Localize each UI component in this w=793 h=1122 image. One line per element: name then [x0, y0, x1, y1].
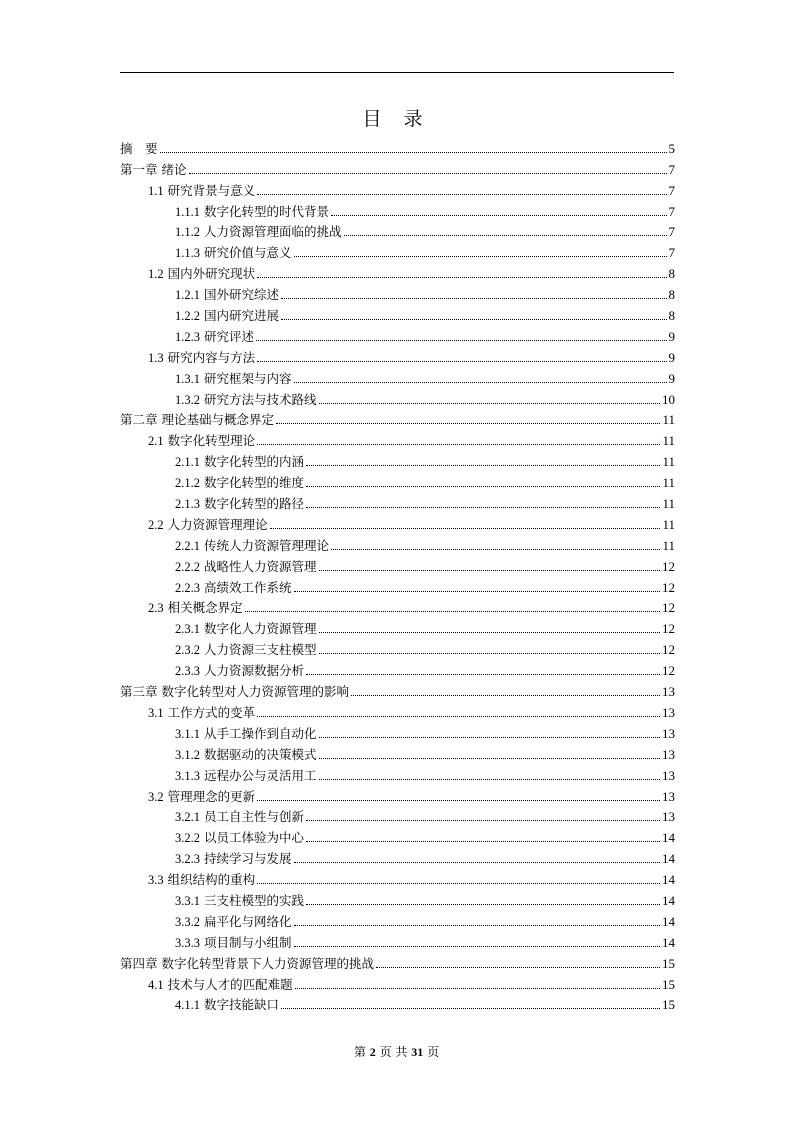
- toc-entry-title: 相关概念界定: [167, 600, 243, 616]
- toc-entry-number: 1.2.1: [175, 288, 200, 303]
- toc-entry-title: 工作方式的变革: [167, 704, 256, 720]
- toc-entry-label: [175, 809, 304, 825]
- dot-leader: [257, 444, 660, 445]
- toc-entry[interactable]: [120, 282, 675, 303]
- toc-entry-title: 研究内容与方法: [167, 349, 256, 365]
- toc-entry-label: [120, 412, 274, 428]
- toc-entry-title: 数字化转型的时代背景: [204, 203, 330, 219]
- toc-entry-number: 1.2.2: [175, 309, 200, 324]
- toc-entry[interactable]: [120, 491, 675, 512]
- dot-leader: [306, 465, 660, 466]
- toc-entry-title: 三支柱模型的实践: [204, 892, 305, 908]
- dot-leader: [319, 403, 660, 404]
- toc-entry-title: 国外研究综述: [204, 287, 280, 303]
- toc-entry-label: [148, 789, 255, 805]
- toc-entry-label: [175, 287, 279, 303]
- toc-entry-number: 1.2: [148, 267, 164, 282]
- toc-entry-title: 远程办公与灵活用工: [204, 767, 317, 783]
- dot-leader: [276, 423, 660, 424]
- toc-entry-label: [120, 141, 158, 157]
- toc-entry-number: 1.3: [148, 350, 164, 365]
- toc-entry-label: [175, 768, 317, 784]
- header-rule: [120, 72, 674, 73]
- toc-entry-page: 10: [662, 391, 675, 407]
- toc-entry-page: 11: [662, 412, 675, 428]
- toc-entry[interactable]: [120, 784, 675, 805]
- dot-leader: [257, 361, 666, 362]
- toc-entry-number: 2.1.1: [175, 455, 200, 470]
- toc-entry-title: 人力资源管理面临的挑战: [204, 224, 342, 240]
- toc-entry-page: 13: [662, 704, 675, 720]
- toc-entry[interactable]: [120, 366, 675, 387]
- toc-entry-page: 7: [668, 161, 675, 177]
- toc-entry[interactable]: [120, 930, 675, 951]
- dot-leader: [319, 737, 660, 738]
- toc-entry-label: [175, 642, 317, 658]
- dot-leader: [294, 862, 660, 863]
- toc-entry-label: [175, 747, 317, 763]
- toc-entry-number: 1.2.3: [175, 329, 200, 344]
- toc-entry-label: [148, 705, 255, 721]
- dot-leader: [160, 152, 667, 153]
- toc-entry-title: 研究框架与内容: [204, 370, 292, 386]
- toc-entry-title: 数据驱动的决策模式: [204, 746, 317, 762]
- toc-entry-page: 13: [662, 725, 675, 741]
- dot-leader: [281, 319, 666, 320]
- toc-entry-title: 理论基础与概念界定: [161, 412, 275, 428]
- dot-leader: [294, 382, 667, 383]
- dot-leader: [306, 486, 660, 487]
- toc-entry-label: [175, 496, 304, 512]
- toc-entry[interactable]: [120, 575, 675, 596]
- toc-entry[interactable]: [120, 616, 675, 637]
- toc-entry[interactable]: [120, 721, 675, 742]
- toc-entry-number: 3.3.1: [175, 893, 200, 908]
- toc-entry-page: 11: [662, 537, 675, 553]
- toc-entry-label: [175, 371, 292, 387]
- toc-entry-title: 数字化转型理论: [167, 433, 256, 449]
- toc-entry-number: 1.1.3: [175, 246, 200, 261]
- toc-entry-number: 2.3.3: [175, 664, 200, 679]
- toc-entry-page: 7: [668, 182, 675, 198]
- toc-entry-title: 项目制与小组制: [204, 934, 292, 950]
- toc-entry-label: [148, 350, 255, 366]
- toc-entry-title: 国内研究进展: [204, 308, 280, 324]
- toc-entry-page: 11: [662, 496, 675, 512]
- current-page-number: 2: [369, 1045, 376, 1059]
- toc-entry-number: 2.2.3: [175, 580, 200, 595]
- dot-leader: [270, 528, 661, 529]
- toc-entry-page: 12: [662, 642, 675, 658]
- toc-entry-page: 13: [662, 809, 675, 825]
- toc-entry-label: [175, 580, 292, 596]
- toc-entry[interactable]: [120, 157, 675, 178]
- toc-entry-number: 2.1: [148, 434, 164, 449]
- toc-entry-page: 14: [662, 851, 675, 867]
- toc-entry-label: [175, 726, 317, 742]
- dot-leader: [319, 779, 660, 780]
- toc-entry-page: 14: [662, 913, 675, 929]
- toc-entry-page: 12: [662, 600, 675, 616]
- toc-entry-label: [175, 851, 292, 867]
- dot-leader: [256, 340, 666, 341]
- toc-entry-label: [175, 329, 254, 345]
- toc-entry-page: 15: [662, 955, 675, 971]
- toc-entry-number: 3.1.3: [175, 768, 200, 783]
- toc-entry-number: 3.2.1: [175, 810, 200, 825]
- toc-entry-number: 第四章: [120, 956, 158, 971]
- dot-leader: [306, 507, 660, 508]
- toc-entry[interactable]: [120, 512, 675, 533]
- dot-leader: [295, 988, 660, 989]
- dot-leader: [281, 298, 666, 299]
- toc-entry[interactable]: [120, 825, 675, 846]
- toc-entry-number: 2.1.2: [175, 476, 200, 491]
- dot-leader: [257, 800, 660, 801]
- toc-entry-number: 第二章: [120, 413, 158, 428]
- toc-entry-number: 3.2.2: [175, 831, 200, 846]
- toc-entry[interactable]: [120, 324, 675, 345]
- toc-entry-number: 第一章: [120, 162, 158, 177]
- toc-entry-label: [120, 956, 374, 972]
- toc-entry-page: 14: [662, 892, 675, 908]
- toc-entry[interactable]: [120, 700, 675, 721]
- toc-entry-page: 13: [662, 746, 675, 762]
- toc-entry-number: 1.1: [148, 183, 164, 198]
- dot-leader: [294, 591, 660, 592]
- toc-entry-label: [175, 935, 292, 951]
- toc-entry-number: 1.3.1: [175, 371, 200, 386]
- dot-leader: [189, 173, 667, 174]
- toc-entry-label: [175, 475, 304, 491]
- toc-entry-number: 2.3.2: [175, 643, 200, 658]
- toc-entry-label: [175, 308, 279, 324]
- toc-entry[interactable]: [120, 387, 675, 408]
- toc-entry-title: 管理理念的更新: [167, 788, 256, 804]
- dot-leader: [257, 716, 660, 717]
- dot-leader: [319, 653, 660, 654]
- toc-entry-page: 13: [662, 788, 675, 804]
- toc-entry-title: 数字化转型的内涵: [204, 454, 305, 470]
- toc-entry-page: 11: [662, 454, 675, 470]
- toc-entry-label: [175, 204, 329, 220]
- toc-entry-title: 数字化转型背景下人力资源管理的挑战: [161, 955, 375, 971]
- toc-entry[interactable]: [120, 428, 675, 449]
- toc-entry[interactable]: [120, 554, 675, 575]
- toc-entry[interactable]: [120, 972, 675, 993]
- dot-leader: [257, 194, 666, 195]
- toc-entry-label: [175, 893, 304, 909]
- dot-leader: [281, 1008, 660, 1009]
- toc-entry-title: 组织结构的重构: [167, 872, 256, 888]
- footer-prefix: 第: [353, 1045, 366, 1059]
- toc-entry-title: 持续学习与发展: [204, 851, 292, 867]
- toc-entry-page: 7: [668, 224, 675, 240]
- toc-entry-number: 3.1: [148, 705, 164, 720]
- toc-entry[interactable]: [120, 470, 675, 491]
- toc-entry-title: 人力资源三支柱模型: [204, 642, 317, 658]
- toc-entry-title: 研究方法与技术路线: [204, 391, 317, 407]
- toc-entry-number: 2.1.3: [175, 497, 200, 512]
- footer-suffix: 页: [427, 1045, 440, 1059]
- toc-entry-page: 11: [662, 433, 675, 449]
- toc-entry-label: [175, 559, 317, 575]
- toc-entry-title: 研究价值与意义: [204, 245, 292, 261]
- toc-entry[interactable]: [120, 449, 675, 470]
- toc-entry-page: 12: [662, 558, 675, 574]
- toc-entry[interactable]: [120, 888, 675, 909]
- toc-entry-page: 14: [662, 830, 675, 846]
- toc-entry-title: 国内外研究现状: [167, 266, 256, 282]
- toc-entry-page: 12: [662, 663, 675, 679]
- dot-leader: [376, 967, 660, 968]
- toc-entry-page: 15: [662, 976, 675, 992]
- toc-entry-number: 3.2.3: [175, 852, 200, 867]
- toc-entry-label: [148, 517, 268, 533]
- toc-entry-label: [148, 872, 255, 888]
- toc-entry-page: 8: [668, 287, 675, 303]
- toc-entry-label: [175, 621, 317, 637]
- toc-entry-number: 3.1.1: [175, 726, 200, 741]
- toc-entry-page: 7: [668, 245, 675, 261]
- toc-entry-label: [175, 392, 317, 408]
- dot-leader: [351, 695, 660, 696]
- toc-entry-page: 12: [662, 621, 675, 637]
- toc-entry-title: 数字化人力资源管理: [204, 621, 317, 637]
- toc-entry[interactable]: [120, 408, 675, 429]
- toc-entry-label: [175, 997, 279, 1013]
- toc-entry[interactable]: [120, 136, 675, 157]
- toc-entry-label: [148, 977, 293, 993]
- dot-leader: [306, 674, 660, 675]
- toc-entry-page: 8: [668, 308, 675, 324]
- toc-entry[interactable]: [120, 220, 675, 241]
- toc-entry-number: 3.1.2: [175, 747, 200, 762]
- dot-leader: [294, 925, 660, 926]
- toc-entry-title: 高绩效工作系统: [204, 579, 292, 595]
- toc-entry-title: 数字化转型的维度: [204, 475, 305, 491]
- toc-entry-number: 2.2.2: [175, 559, 200, 574]
- toc-entry-number: 第三章: [120, 685, 158, 700]
- toc-entry-number: 2.2.1: [175, 538, 200, 553]
- toc-entry-title: 研究评述: [204, 328, 255, 344]
- toc-entry-number: 1.3.2: [175, 392, 200, 407]
- toc-entry-page: 14: [662, 872, 675, 888]
- footer-middle: 页 共: [379, 1045, 408, 1059]
- toc-entry-page: 8: [668, 266, 675, 282]
- toc-entry-title: 传统人力资源管理理论: [204, 537, 330, 553]
- toc-entry[interactable]: [120, 805, 675, 826]
- toc-entry-label: [175, 914, 292, 930]
- toc-entry-title: 数字化转型对人力资源管理的影响: [161, 684, 350, 700]
- toc-entry-title: 技术与人才的匹配难题: [167, 976, 293, 992]
- dot-leader: [306, 841, 660, 842]
- dot-leader: [319, 632, 660, 633]
- toc-entry[interactable]: [120, 679, 675, 700]
- toc-entry-page: 13: [662, 684, 675, 700]
- toc-entry-title: 数字化转型的路径: [204, 496, 305, 512]
- toc-entry-title: 摘 要: [120, 140, 158, 156]
- dot-leader: [331, 215, 666, 216]
- toc-entry[interactable]: [120, 993, 675, 1014]
- dot-leader: [344, 235, 667, 236]
- toc-entry-label: [120, 162, 187, 178]
- toc-entry-number: 3.2: [148, 789, 164, 804]
- toc-entry[interactable]: [120, 178, 675, 199]
- toc-entry-label: [148, 433, 255, 449]
- toc-entry-page: 9: [668, 328, 675, 344]
- dot-leader: [319, 758, 660, 759]
- toc-entry[interactable]: [120, 199, 675, 220]
- toc-entry-title: 员工自主性与创新: [204, 809, 305, 825]
- toc-entry-page: 9: [668, 370, 675, 386]
- toc-entry-number: 2.2: [148, 517, 164, 532]
- toc-entry[interactable]: [120, 951, 675, 972]
- dot-leader: [257, 883, 660, 884]
- toc-entry-number: 3.3: [148, 873, 164, 888]
- toc-entry-label: [175, 663, 304, 679]
- toc-entry[interactable]: [120, 303, 675, 324]
- toc-entry-title: 以员工体验为中心: [204, 830, 305, 846]
- toc-entry[interactable]: [120, 345, 675, 366]
- toc-entry[interactable]: [120, 658, 675, 679]
- toc-entry-label: [175, 830, 304, 846]
- dot-leader: [245, 611, 660, 612]
- toc-entry-title: 从手工操作到自动化: [204, 725, 317, 741]
- toc-entry[interactable]: [120, 261, 675, 282]
- toc-entry[interactable]: [120, 240, 675, 261]
- dot-leader: [319, 570, 660, 571]
- toc-entry[interactable]: [120, 909, 675, 930]
- toc-entry-label: [175, 245, 292, 261]
- toc-entry-number: 1.1.2: [175, 225, 200, 240]
- toc-entry-title: 战略性人力资源管理: [204, 558, 317, 574]
- toc-entry-title: 研究背景与意义: [167, 182, 256, 198]
- toc-entry-title: 人力资源管理理论: [167, 516, 268, 532]
- toc-entry[interactable]: [120, 533, 675, 554]
- toc-entry-label: [148, 266, 255, 282]
- toc-entry-page: 14: [662, 934, 675, 950]
- page-footer: [0, 1043, 793, 1060]
- toc-entry-page: 12: [662, 579, 675, 595]
- toc-entry-number: 3.3.2: [175, 914, 200, 929]
- toc-entry-label: [148, 183, 255, 199]
- toc-entry[interactable]: [120, 846, 675, 867]
- toc-entry[interactable]: [120, 867, 675, 888]
- toc-entry[interactable]: [120, 742, 675, 763]
- dot-leader: [306, 904, 660, 905]
- toc-entry-page: 5: [668, 140, 675, 156]
- toc-entry-page: 11: [662, 475, 675, 491]
- toc-entry[interactable]: [120, 596, 675, 617]
- toc-entry[interactable]: [120, 637, 675, 658]
- toc-entry-number: 4.1: [148, 977, 164, 992]
- toc-entry-page: 11: [662, 516, 675, 532]
- dot-leader: [294, 256, 667, 257]
- table-of-contents: [120, 136, 675, 1013]
- toc-entry-title: 扁平化与网络化: [204, 913, 292, 929]
- dot-leader: [257, 277, 666, 278]
- toc-entry-title: 数字技能缺口: [204, 997, 280, 1013]
- toc-entry-page: 13: [662, 767, 675, 783]
- toc-entry-label: [175, 224, 342, 240]
- toc-entry-title: 绪论: [161, 161, 187, 177]
- toc-entry-page: 15: [662, 997, 675, 1013]
- toc-entry-page: 7: [668, 203, 675, 219]
- toc-entry-page: 9: [668, 349, 675, 365]
- toc-entry-label: [120, 684, 349, 700]
- total-page-count: 31: [411, 1045, 424, 1059]
- dot-leader: [294, 946, 660, 947]
- toc-entry-number: 2.3: [148, 601, 164, 616]
- toc-entry-number: 1.1.1: [175, 204, 200, 219]
- toc-entry-label: [175, 538, 329, 554]
- toc-entry-title: 人力资源数据分析: [204, 663, 305, 679]
- toc-entry-number: 2.3.1: [175, 622, 200, 637]
- toc-entry[interactable]: [120, 763, 675, 784]
- toc-title: 目 录: [362, 108, 431, 130]
- toc-entry-label: [148, 600, 243, 616]
- dot-leader: [306, 820, 660, 821]
- dot-leader: [331, 549, 660, 550]
- toc-entry-number: 3.3.3: [175, 935, 200, 950]
- toc-entry-number: 4.1.1: [175, 998, 200, 1013]
- toc-entry-label: [175, 454, 304, 470]
